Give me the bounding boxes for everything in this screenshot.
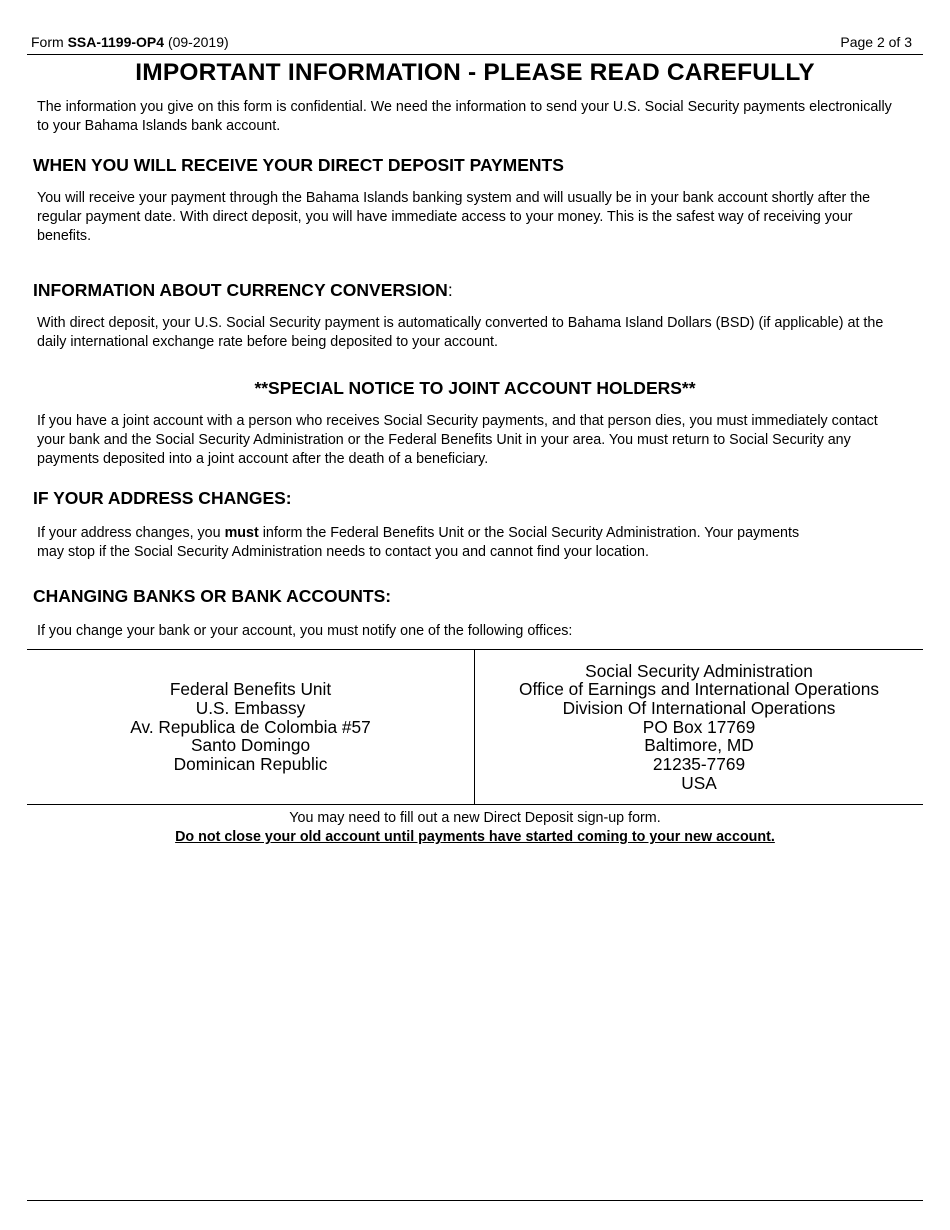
- currency-paragraph: With direct deposit, your U.S. Social Security payment is automatically converted to Bahama Island Dollars (BSD) (if applicable) at the daily international exchange rate before being deposited to your account.: [37, 315, 884, 350]
- address-line: USA: [681, 772, 717, 793]
- receive-heading: WHEN YOU WILL RECEIVE YOUR DIRECT DEPOSIT PAYMENTS: [33, 155, 564, 175]
- header-rule: [27, 54, 923, 55]
- address-line: Social Security Administration: [585, 660, 813, 681]
- form-identifier: [31, 32, 229, 52]
- joint-paragraph: If you have a joint account with a person who receives Social Security payments, and that person dies, you must immediately contact your bank and the Social Security Administration or the Federal Benefits Unit in your area. You must return to Social Security any payments deposited into a joint account after the death of a beneficiary.: [37, 413, 878, 467]
- address-line: Dominican Republic: [173, 754, 328, 775]
- address-line: PO Box 17769: [642, 716, 756, 737]
- currency-heading: [33, 279, 453, 301]
- currency-heading-text: INFORMATION ABOUT CURRENCY CONVERSION: [33, 280, 448, 300]
- ssa-office-address: [475, 650, 923, 804]
- address-line: Av. Republica de Colombia #57: [130, 716, 371, 737]
- address-paragraph: [37, 524, 817, 562]
- federal-benefits-unit-address: [27, 650, 474, 804]
- receive-paragraph: You will receive your payment through the Bahama Islands banking system and will usually be in your bank account shortly after the regular payment date. With direct deposit, you will have immediate access to your money. This is the safest way of receiving your benefits.: [37, 190, 871, 244]
- intro-paragraph: The information you give on this form is confidential. We need the information to send your U.S. Social Security payments electronically to your Bahama Islands bank account.: [37, 99, 892, 134]
- footer-rule: [27, 1200, 923, 1201]
- joint-heading: **SPECIAL NOTICE TO JOINT ACCOUNT HOLDERS**: [254, 378, 696, 398]
- address-line: Santo Domingo: [190, 735, 311, 756]
- address-line: Office of Earnings and International Operations: [519, 679, 879, 700]
- address-line: 21235-7769: [652, 754, 746, 775]
- form-date: (09-2019): [164, 34, 229, 50]
- address-line: Division Of International Operations: [562, 697, 836, 718]
- address-heading: IF YOUR ADDRESS CHANGES:: [33, 488, 292, 508]
- address-text-emphasis: must: [224, 525, 259, 541]
- office-address-table: [27, 649, 923, 805]
- address-text-1: If your address changes, you: [37, 525, 225, 541]
- address-text-2: inform the Federal Benefits Unit or the Social Security Administration. Your payments may stop if the Social Security Administration needs to contact you and cannot find your location.: [37, 525, 800, 560]
- form-prefix: Form: [31, 34, 68, 50]
- address-line: U.S. Embassy: [195, 697, 306, 718]
- footer-warning: Do not close your old account until payments have started coming to your new account.: [175, 829, 775, 845]
- banks-paragraph: If you change your bank or your account, you must notify one of the following offices:: [37, 623, 573, 639]
- form-header: [30, 31, 912, 53]
- footer-note: [27, 809, 923, 847]
- currency-heading-colon: :: [447, 280, 453, 300]
- page-title: IMPORTANT INFORMATION - PLEASE READ CAREFULLY: [135, 59, 815, 86]
- address-line: Federal Benefits Unit: [169, 679, 332, 700]
- banks-heading: CHANGING BANKS OR BANK ACCOUNTS:: [33, 586, 392, 606]
- form-number: SSA-1199-OP4: [67, 34, 165, 50]
- page-number: Page 2 of 3: [840, 34, 912, 50]
- address-line: Baltimore, MD: [644, 735, 754, 756]
- footer-note-text: You may need to fill out a new Direct Deposit sign-up form.: [289, 810, 661, 826]
